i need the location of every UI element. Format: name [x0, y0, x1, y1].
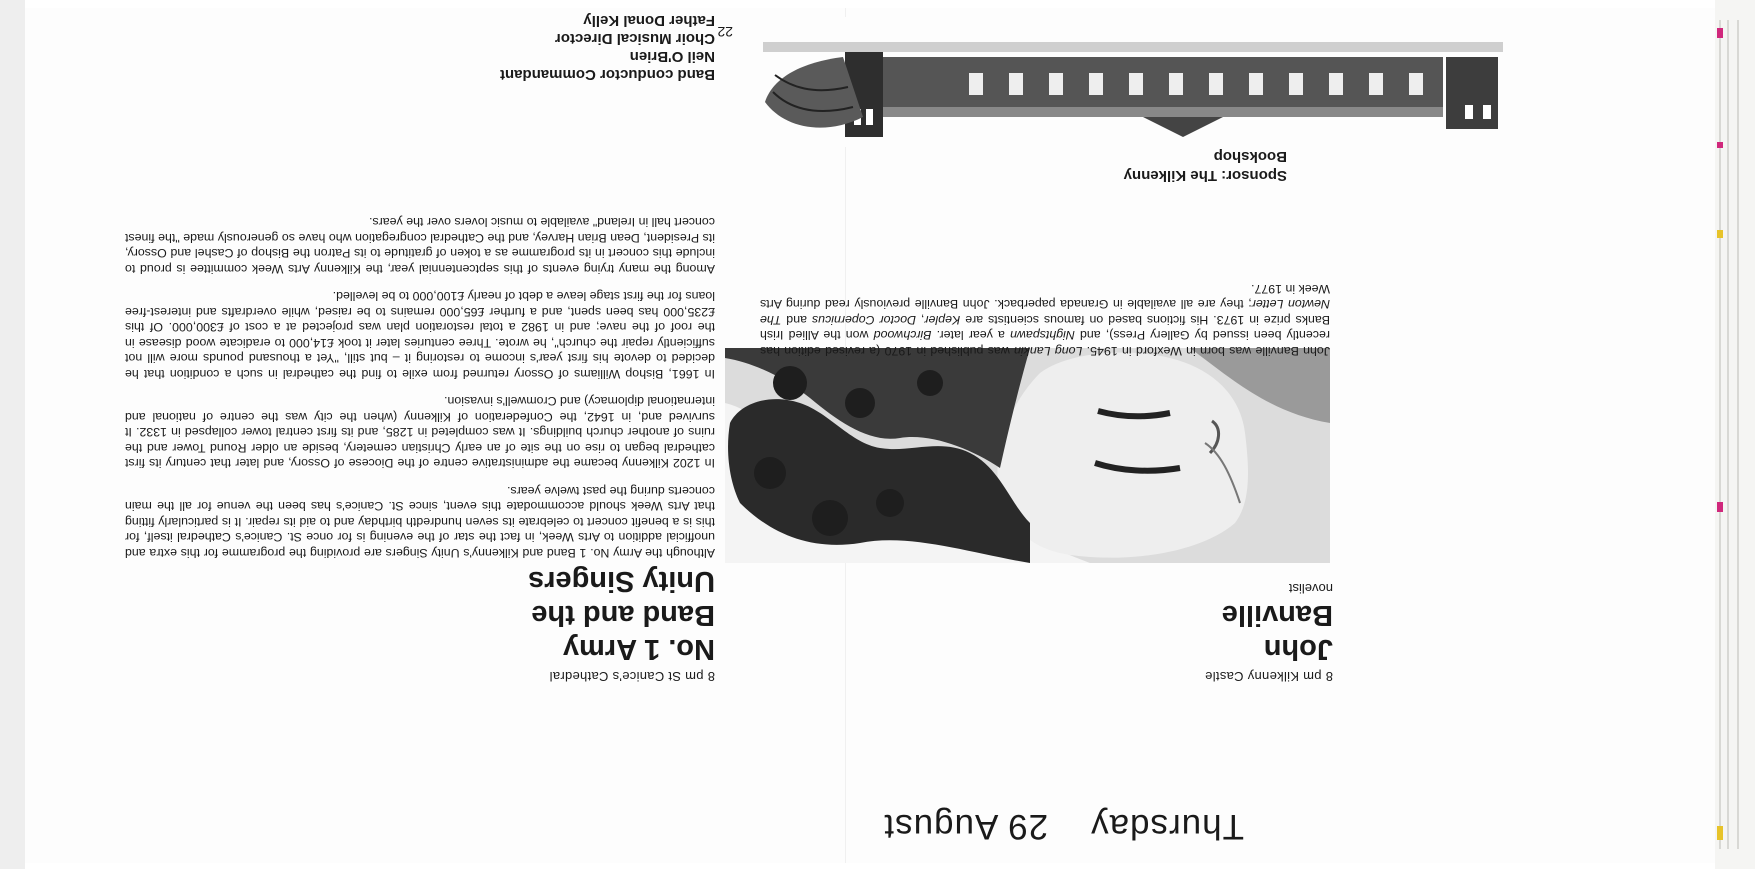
concert-paragraph: In 1202 Kilkenny became the administrative centre of the Diocese of Ossory, and later that century its first cathedral began to rise on the site of an early Christian cemetery, beside an older Round Tower and the ruins of another church buildings. It was completed in 1285, and its first central tower collapsed in 1332. It survived and, in 1642, the Confederation of Kilkenny (when the city was the centre of national and international diplomacy) and Cromwell's invasion. — [125, 394, 715, 471]
concert-paragraph: In 1661, Bishop Williams of Ossory returned from exile to find the cathedral in such a condition that he decided to devote his first year's income to restoring it – but still, "Yet a thousand pounds more will not sufficiently repair the church", he wrote. Three centuries later it took £14,000 to eradicate wood disease in the roof of the nave; and in 1982 a total restoration plan was projected at a cost of £300,000. Of this £235,000 has been spent, and a further £65,000 remains to be raised, while overdrafts and interest-free loans for the first stage leave a debt of nearly £100,000 to be levelled. — [125, 289, 715, 381]
concert-paragraph: Among the many trying events of this septcentennial year, the Kilkenny Arts Week committee is proud to include this concert in its programme as a token of gratitude to its Patron the Bishop of Cashel and Ossory, its President, Dean Brian Harvey, and the Cathedral congregation who have so generously made "the finest concert hall in Ireland" available to music lovers over the years. — [125, 215, 715, 276]
concert-description — [125, 202, 715, 560]
sponsor-credit: Sponsor: The Kilkenny Bookshop — [1123, 148, 1287, 184]
banville-biography: John Banville was born in Wexford in 1945. Long Lankin was published in 1970 (a revised edition has recently been issued by Gallery Press), and Nightspawn a year later. Birchwood won the Allied Irish Banks prize in 1973. His fictions based on famous scientists are Kepler, Doctor Copernicus and The Newton Letter; they are all available in Granada paperback. John Banville previously read during Arts Week in 1977. — [759, 282, 1330, 358]
page-tab-yellow — [1717, 230, 1723, 238]
page-heading — [883, 806, 1244, 846]
concert-time-venue: 8 pm St Canice's Cathedral — [549, 669, 715, 684]
heading-date: 29 August — [883, 807, 1049, 846]
portrait-illustration — [725, 348, 1330, 563]
banville-name: John Banville — [1221, 599, 1333, 665]
kilkenny-castle-drawing — [763, 17, 1503, 147]
page-tab-magenta — [1717, 142, 1723, 148]
heading-day: Thursday — [1090, 807, 1244, 846]
rotated-page-content — [25, 8, 1715, 863]
page-tab-magenta — [1717, 502, 1723, 512]
castle-illustration — [763, 17, 1503, 147]
page-tab-magenta — [1717, 28, 1723, 38]
concert-title: No. 1 Army Band and the Unity Singers — [528, 565, 715, 665]
page-tab-yellow — [1717, 826, 1723, 840]
conductor-credits: Band conductor Commandant Neil O'Brien Choir Musical Director Father Donal Kelly — [499, 12, 715, 83]
concert-paragraph: Although the Army No. 1 Band and Kilkenny's Unity Singers are providing the programme for this extra and unofficial addition to Arts Week, in fact the star of the evening is for once St. Canice's Cathedral itself, for this is a benefit concert to celebrate its seven hundredth birthday and to aid its repair. It is particularly fitting that Arts Week should accommodate this event, since St. Canice's has been the venue for all the main concerts during the past twelve years. — [125, 484, 715, 560]
scan-left-margin — [0, 0, 25, 869]
author-portrait-photo — [725, 348, 1330, 563]
banville-role: novelist — [1288, 581, 1333, 596]
banville-time-venue: 8 pm Kilkenny Castle — [1204, 669, 1333, 684]
page-number: 22 — [717, 24, 733, 40]
page-edge-stack — [1715, 0, 1755, 869]
